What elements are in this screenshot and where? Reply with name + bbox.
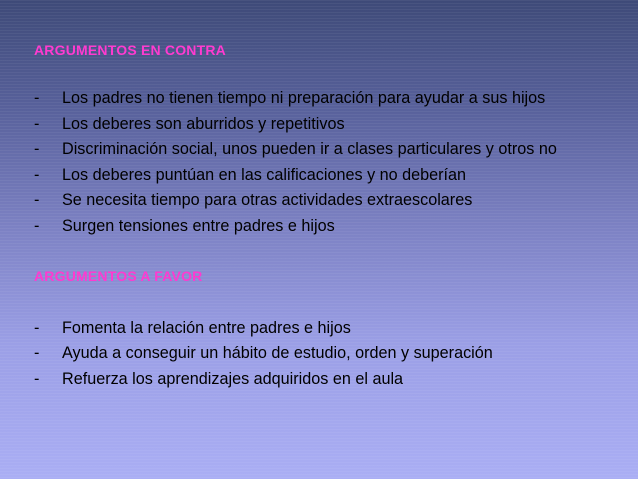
list-en-contra — [34, 86, 624, 240]
heading-en-contra: ARGUMENTOS EN CONTRA — [34, 42, 226, 58]
bullet-dash: - — [34, 89, 40, 107]
list-item — [34, 137, 624, 163]
list-item — [34, 112, 624, 138]
list-item-text: Fomenta la relación entre padres e hijos — [62, 318, 351, 337]
list-item — [34, 163, 624, 189]
list-item — [34, 86, 624, 112]
bullet-dash: - — [34, 369, 40, 388]
list-item-text: Los deberes son aburridos y repetitivos — [62, 114, 345, 133]
heading-a-favor: ARGUMENTOS A FAVOR — [34, 267, 203, 284]
bullet-dash: - — [34, 140, 40, 159]
list-item-text: Los padres no tienen tiempo ni preparación para ayudar a sus hijos — [62, 89, 546, 107]
list-item — [34, 188, 624, 214]
bullet-dash: - — [34, 165, 40, 184]
bullet-dash: - — [34, 318, 40, 337]
list-item-text: Se necesita tiempo para otras actividades extraescolares — [62, 191, 473, 210]
list-item-text: Los deberes puntúan en las calificaciones y no deberían — [62, 165, 467, 184]
list-item-text: Discriminación social, unos pueden ir a clases particulares y otros no — [62, 140, 557, 159]
list-item-text: Ayuda a conseguir un hábito de estudio, orden y superación — [62, 344, 493, 363]
list-item — [34, 367, 624, 393]
list-item-text: Refuerza los aprendizajes adquiridos en el aula — [62, 369, 404, 388]
bullet-dash: - — [34, 216, 40, 235]
bullet-dash: - — [34, 344, 40, 363]
list-item-text: Surgen tensiones entre padres e hijos — [62, 216, 335, 235]
bullet-dash: - — [34, 114, 40, 133]
list-item — [34, 341, 624, 367]
slide-content — [34, 40, 624, 392]
list-item — [34, 316, 624, 342]
list-a-favor — [34, 316, 624, 393]
list-item — [34, 214, 624, 240]
bullet-dash: - — [34, 191, 40, 210]
